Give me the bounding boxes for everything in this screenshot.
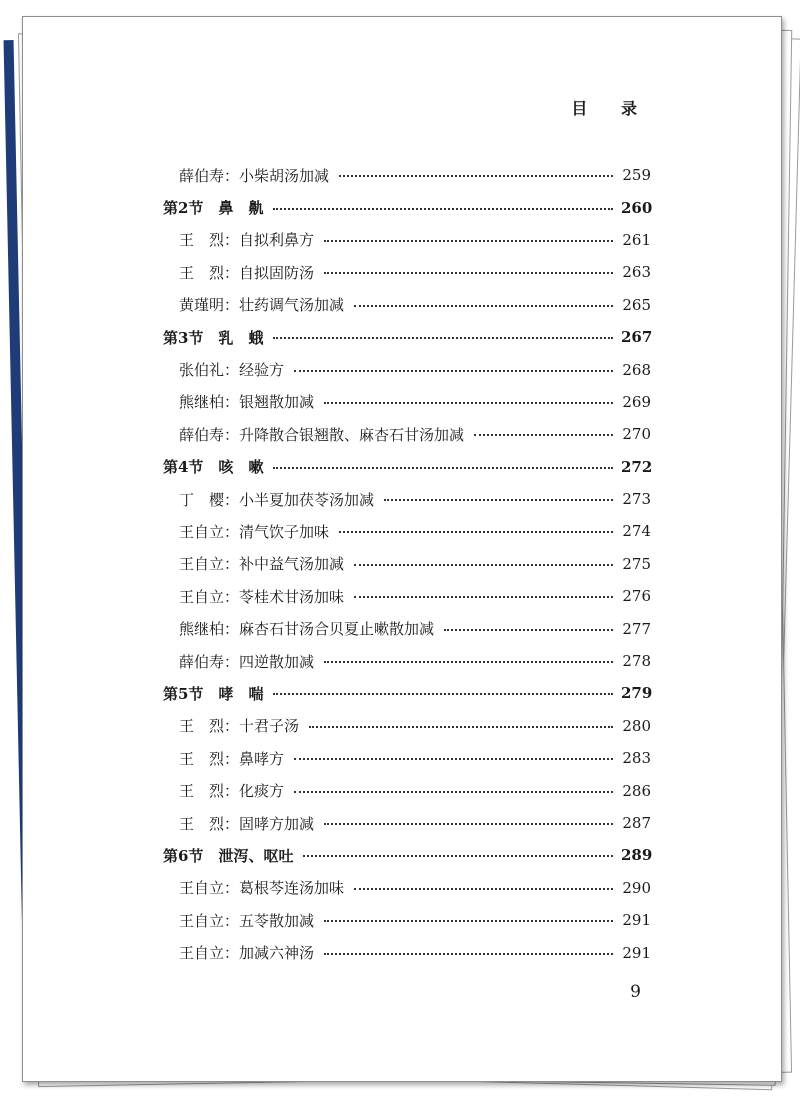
running-header: 目 录 [571,99,651,118]
toc-section[interactable] [163,321,651,353]
toc-label: 王 烈：自拟利鼻方 [179,231,315,250]
toc-page-number: 291 [622,911,651,930]
toc-entry[interactable] [163,224,651,256]
dot-leader [273,208,613,210]
dot-leader [324,240,613,242]
toc-page-number: 280 [622,716,651,735]
toc-page-number: 279 [621,684,653,703]
toc-label: 第2节 鼻 鼽 [163,199,264,218]
dot-leader [354,305,613,307]
dot-leader [339,175,613,177]
toc-entry[interactable] [163,515,651,547]
toc-page-number: 275 [622,554,651,573]
dot-leader [444,629,613,631]
document-page [22,16,782,1082]
page-number: 9 [630,982,641,1002]
toc-entry[interactable] [163,710,651,742]
toc-entry[interactable] [163,904,651,936]
toc-entry[interactable] [163,548,651,580]
toc-label: 王自立：补中益气汤加减 [179,555,345,574]
dot-leader [294,370,613,372]
toc-page-number: 272 [621,457,653,476]
toc-section[interactable] [163,677,651,709]
toc-page-number: 290 [622,878,651,897]
dot-leader [339,531,613,533]
toc-label: 第4节 咳 嗽 [163,458,264,477]
toc-label: 第6节 泄泻、呕吐 [163,846,294,865]
dot-leader [294,758,613,760]
toc-page-number: 265 [622,295,651,314]
toc-label: 王自立：葛根芩连汤加味 [179,879,345,898]
dot-leader [324,953,613,955]
toc-entry[interactable] [163,807,651,839]
toc-label: 王 烈：化痰方 [179,782,285,801]
toc-page-number: 277 [622,619,651,638]
toc-label: 薛伯寿：升降散合银翘散、麻杏石甘汤加减 [179,425,465,444]
dot-leader [354,564,613,566]
toc-page-number: 269 [622,392,651,411]
toc-page-number: 274 [622,522,651,541]
toc-label: 第3节 乳 蛾 [163,328,264,347]
toc-page-number: 263 [622,263,651,282]
toc-page-number: 259 [622,166,651,185]
toc-label: 王自立：苓桂术甘汤加味 [179,587,345,606]
toc-label: 黄瑾明：壮药调气汤加减 [179,296,345,315]
dot-leader [273,337,613,339]
toc-page-number: 283 [622,749,651,768]
dot-leader [303,855,613,857]
toc-label: 熊继柏：麻杏石甘汤合贝夏止嗽散加减 [179,620,435,639]
toc-label: 薛伯寿：小柴胡汤加减 [179,166,330,185]
toc-section[interactable] [163,191,651,223]
dot-leader [474,434,613,436]
toc-page-number: 260 [621,198,653,217]
dot-leader [309,726,613,728]
toc-label: 熊继柏：银翘散加减 [179,393,315,412]
toc-entry[interactable] [163,159,651,191]
dot-leader [384,499,613,501]
toc-page-number: 278 [622,652,651,671]
dot-leader [324,823,613,825]
toc-label: 王 烈：自拟固防汤 [179,263,315,282]
dot-leader [354,888,613,890]
toc-label: 王自立：五苓散加减 [179,911,315,930]
toc-entry[interactable] [163,774,651,806]
toc-entry[interactable] [163,580,651,612]
toc-entry[interactable] [163,936,651,968]
toc-entry[interactable] [163,612,651,644]
toc-entry[interactable] [163,256,651,288]
toc-label: 王自立：加减六神汤 [179,944,315,963]
toc-label: 丁 樱：小半夏加茯苓汤加减 [179,490,375,509]
dot-leader [324,402,613,404]
toc-page-number: 289 [621,846,653,865]
toc-page-number: 261 [622,230,651,249]
toc-page-number: 286 [622,781,651,800]
toc-page-number: 267 [621,328,653,347]
table-of-contents [163,159,651,969]
toc-entry[interactable] [163,418,651,450]
dot-leader [324,661,613,663]
toc-entry[interactable] [163,289,651,321]
toc-entry[interactable] [163,353,651,385]
toc-page-number: 291 [622,943,651,962]
toc-entry[interactable] [163,483,651,515]
toc-entry[interactable] [163,645,651,677]
dot-leader [354,596,613,598]
toc-entry[interactable] [163,386,651,418]
toc-entry[interactable] [163,742,651,774]
dot-leader [273,467,613,469]
dot-leader [273,693,613,695]
toc-page-number: 287 [622,814,651,832]
toc-section[interactable] [163,839,651,871]
toc-label: 王 烈：固哮方加减 [179,814,315,833]
toc-label: 王 烈：十君子汤 [179,717,300,736]
toc-section[interactable] [163,451,651,483]
toc-page-number: 270 [622,425,651,444]
toc-page-number: 268 [622,360,651,379]
dot-leader [294,791,613,793]
toc-entry[interactable] [163,872,651,904]
toc-label: 第5节 哮 喘 [163,684,264,703]
toc-label: 王自立：清气饮子加味 [179,522,330,541]
toc-label: 张伯礼：经验方 [179,361,285,380]
dot-leader [324,272,613,274]
toc-label: 王 烈：鼻哮方 [179,749,285,768]
toc-page-number: 276 [622,587,651,606]
dot-leader [324,920,613,922]
toc-label: 薛伯寿：四逆散加减 [179,652,315,671]
toc-page-number: 273 [622,490,651,509]
